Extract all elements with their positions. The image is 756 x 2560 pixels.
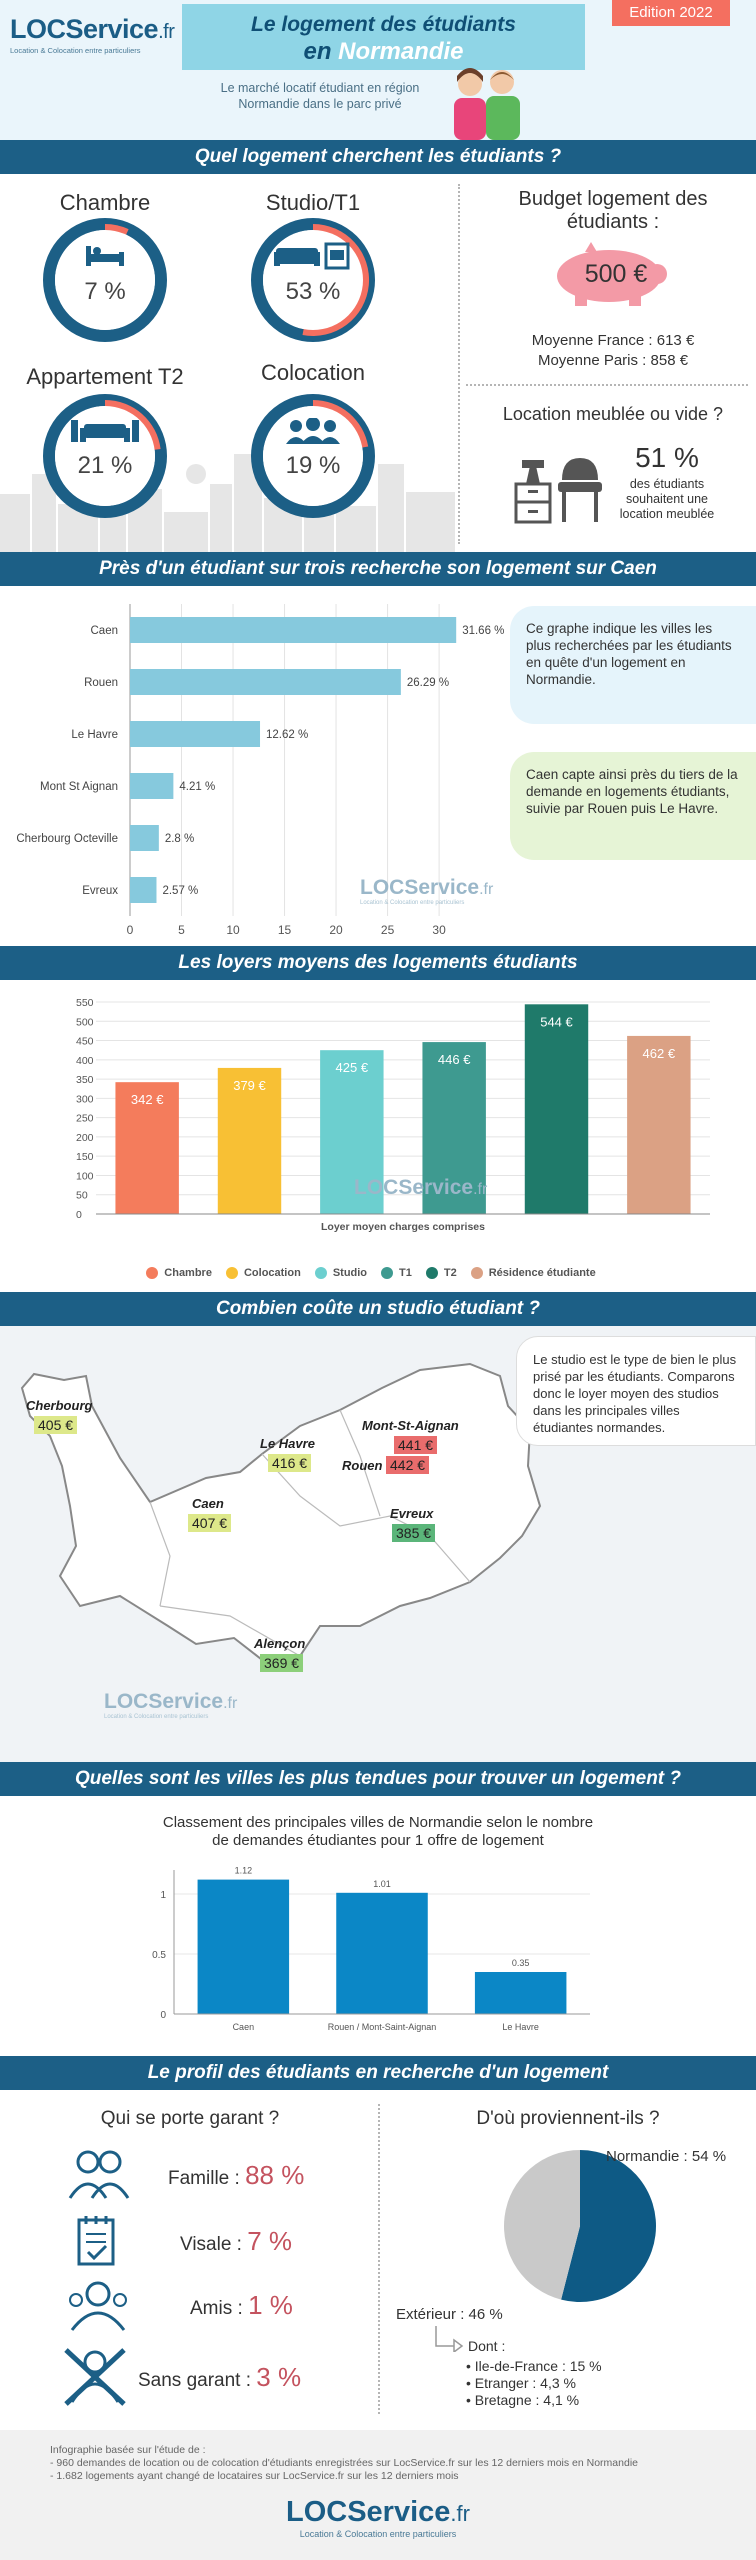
y-tick-label: 200 bbox=[76, 1131, 94, 1144]
dont-item-idf: • Ile-de-France : 15 % bbox=[466, 2358, 602, 2374]
bed-icon bbox=[84, 244, 126, 268]
rent-bar-value-colocation: 379 € bbox=[233, 1077, 266, 1093]
subtitle-line-1: Le marché locatif étudiant en région bbox=[220, 81, 420, 95]
moyenne-france: Moyenne France : 613 € bbox=[531, 332, 695, 349]
footer-note-line-3: - 1.682 logements ayant changé de locataires sur LocService.fr sur les 12 derniers mois bbox=[50, 2470, 459, 2482]
bar-le-havre bbox=[130, 721, 260, 747]
legend-swatch bbox=[426, 1267, 438, 1279]
map-watermark-tagline: Location & Colocation entre particuliers bbox=[104, 1714, 209, 1720]
legend-swatch bbox=[381, 1267, 393, 1279]
tension-bar-le-havre bbox=[475, 1972, 567, 2014]
bar-cherbourg-octeville bbox=[130, 825, 159, 851]
x-tick-label: 10 bbox=[226, 923, 240, 937]
bar-value-label-caen: 31.66 % bbox=[462, 625, 505, 637]
rent-bar-t2 bbox=[525, 1004, 588, 1214]
city-name-alencon: Alençon bbox=[254, 1636, 306, 1651]
legend-item-t1 bbox=[381, 1267, 412, 1279]
section4-body bbox=[0, 1326, 756, 1762]
garant-visale-label: Visale : bbox=[180, 2234, 248, 2255]
tension-title-line-2: de demandes étudiantes pour 1 offre de logement bbox=[212, 1832, 544, 1849]
chart-watermark bbox=[360, 876, 493, 906]
map-watermark-tld: .fr bbox=[223, 1695, 238, 1712]
rent-watermark-brand: LOCService bbox=[354, 1176, 474, 1199]
dont-connector bbox=[432, 2326, 472, 2352]
dont-item-etranger-text: Etranger : 4,3 % bbox=[474, 2375, 576, 2391]
moyenne-paris: Moyenne Paris : 858 € bbox=[537, 352, 689, 369]
category-label-caen: Caen bbox=[90, 625, 118, 637]
type-label-t2: Appartement T2 bbox=[26, 364, 184, 389]
chart-comment-bubble-2: Caen capte ainsi près du tiers de la demande en logements étudiants, suivie par Rouen puis Le Havre. bbox=[510, 752, 756, 860]
y-tick-label: 1 bbox=[160, 1890, 166, 1901]
tension-bar-rouen-mont-saint-aignan bbox=[336, 1893, 428, 2014]
students-illustration bbox=[440, 60, 540, 140]
group-icon bbox=[284, 418, 342, 446]
tension-category-rouen-mont-saint-aignan: Rouen / Mont-Saint-Aignan bbox=[327, 2022, 437, 2032]
bar-value-label-evreux: 2.57 % bbox=[162, 885, 199, 897]
y-tick-label: 0 bbox=[160, 2010, 166, 2021]
legend-swatch bbox=[471, 1267, 483, 1279]
y-tick-label: 0.5 bbox=[152, 1950, 166, 1961]
garant-sans bbox=[138, 2362, 301, 2393]
tension-bar-value-le-havre: 0.35 bbox=[511, 1958, 530, 1968]
city-value-caen: 407 € bbox=[188, 1514, 231, 1532]
footer-logo-tld: .fr bbox=[450, 2501, 470, 2526]
legend-item-studio bbox=[315, 1267, 367, 1279]
x-tick-label: 5 bbox=[178, 923, 185, 937]
map-watermark-brand: LOCService bbox=[104, 1690, 224, 1713]
city-value-rouen: 442 € bbox=[386, 1456, 429, 1474]
legend-label: Résidence étudiante bbox=[488, 1267, 596, 1279]
x-tick-label: 25 bbox=[380, 923, 395, 937]
section2-body bbox=[0, 586, 756, 946]
city-value-evreux: 385 € bbox=[392, 1524, 435, 1542]
budget-divider bbox=[466, 384, 748, 386]
tension-bar-value-caen: 1.12 bbox=[234, 1865, 253, 1876]
city-name-rouen: Rouen bbox=[342, 1458, 383, 1473]
budget-value: 500 € bbox=[584, 260, 648, 288]
section1-divider bbox=[458, 184, 460, 544]
category-label-le-havre: Le Havre bbox=[71, 729, 118, 741]
section5-body bbox=[0, 1796, 756, 2056]
garant-visale-value: 7 % bbox=[247, 2226, 293, 2256]
legend-swatch bbox=[315, 1267, 327, 1279]
legend-label: T1 bbox=[399, 1267, 412, 1279]
dont-item-bretagne: • Bretagne : 4,1 % bbox=[466, 2392, 580, 2408]
sofa-icon bbox=[274, 242, 352, 270]
city-name-caen: Caen bbox=[192, 1496, 224, 1511]
y-tick-label: 400 bbox=[76, 1054, 94, 1067]
logo-tld: .fr bbox=[158, 21, 175, 43]
origin-label-exterieur: Extérieur : 46 % bbox=[396, 2306, 503, 2323]
x-tick-label: 0 bbox=[126, 923, 134, 937]
type-label-chambre: Chambre bbox=[59, 190, 151, 215]
watermark-tagline: Location & Colocation entre particuliers bbox=[360, 900, 465, 906]
x-tick-label: 20 bbox=[329, 923, 343, 937]
garant-famille-label: Famille : bbox=[168, 2168, 246, 2189]
y-tick-label: 450 bbox=[76, 1035, 94, 1048]
x-tick-label: 30 bbox=[432, 923, 446, 937]
y-tick-label: 350 bbox=[76, 1074, 94, 1087]
section3-band: Les loyers moyens des logements étudiants bbox=[0, 946, 756, 980]
city-value-le-havre: 416 € bbox=[268, 1454, 311, 1472]
footer-note-line-2: - 960 demandes de location ou de colocation d'étudiants enregistrées sur LocService.fr sur les 12 derniers mois en Normandie bbox=[50, 2457, 638, 2469]
section6-band: Le profil des étudiants en recherche d'un logement bbox=[0, 2056, 756, 2090]
garant-sans-value: 3 % bbox=[256, 2362, 302, 2392]
category-label-rouen: Rouen bbox=[84, 677, 118, 689]
edition-badge: Edition 2022 bbox=[612, 0, 730, 26]
rent-bar-value-chambre: 342 € bbox=[130, 1092, 164, 1108]
section6-divider bbox=[378, 2104, 380, 2414]
tension-chart bbox=[0, 1854, 756, 2054]
y-tick-label: 150 bbox=[76, 1151, 94, 1164]
footer-note-line-1: Infographie basée sur l'étude de : bbox=[50, 2444, 206, 2456]
city-name-evreux: Evreux bbox=[390, 1506, 434, 1521]
tension-chart-title bbox=[0, 1814, 756, 1850]
footer-logo-brand: LOCService bbox=[286, 2496, 451, 2528]
studio-comment-bubble: Le studio est le type de bien le plus prisé par les étudiants. Comparons donc le loyer moyen des studios dans les principales villes étudiantes normandes. bbox=[516, 1336, 756, 1446]
chart-comment-bubble-1: Ce graphe indique les villes les plus recherchées par les étudiants en quête d'un logement en Normandie. bbox=[510, 606, 756, 724]
type-pct-chambre: 7 % bbox=[84, 278, 126, 305]
bar-value-label-cherbourg-octeville: 2.8 % bbox=[164, 833, 195, 845]
garant-sans-label: Sans garant : bbox=[138, 2370, 257, 2391]
y-tick-label: 100 bbox=[76, 1170, 94, 1183]
rent-bar-value-studio: 425 € bbox=[335, 1060, 369, 1076]
bar-value-label-mont-st-aignan: 4.21 % bbox=[179, 781, 216, 793]
meuble-text bbox=[612, 477, 722, 522]
logo-tagline: Location & Colocation entre particuliers bbox=[10, 46, 141, 55]
watermark-tld: .fr bbox=[479, 881, 494, 898]
budget-title-line-2: étudiants : bbox=[566, 211, 660, 233]
category-label-mont-st-aignan: Mont St Aignan bbox=[40, 781, 118, 793]
origin-title: D'où proviennent-ils ? bbox=[476, 2108, 660, 2129]
section4-band: Combien coûte un studio étudiant ? bbox=[0, 1292, 756, 1326]
x-tick-label: 15 bbox=[277, 923, 292, 937]
budget-title-line-1: Budget logement des bbox=[518, 188, 708, 210]
section1-band: Quel logement cherchent les étudiants ? bbox=[0, 140, 756, 174]
bar-value-label-rouen: 26.29 % bbox=[406, 677, 450, 689]
legend-item-chambre bbox=[146, 1267, 212, 1279]
dont-title: Dont : bbox=[468, 2338, 506, 2354]
friends-icon bbox=[66, 2280, 130, 2332]
footer-note bbox=[50, 2444, 638, 2483]
city-name-cherbourg: Cherbourg bbox=[26, 1398, 93, 1413]
rent-x-axis-label: Loyer moyen charges comprises bbox=[321, 1221, 485, 1233]
origin-label-normandie: Normandie : 54 % bbox=[606, 2148, 727, 2165]
y-tick-label: 550 bbox=[76, 997, 94, 1009]
tension-title-line-1: Classement des principales villes de Normandie selon le nombre bbox=[162, 1814, 594, 1831]
watermark-brand: LOCService bbox=[360, 876, 480, 899]
category-label-cherbourg-octeville: Cherbourg Octeville bbox=[16, 833, 118, 845]
dont-item-etranger: • Etranger : 4,3 % bbox=[466, 2375, 576, 2391]
budget-title bbox=[478, 188, 748, 234]
garant-amis bbox=[190, 2290, 293, 2321]
legend-item-residence-etudiante bbox=[471, 1267, 596, 1279]
type-pct-studio: 53 % bbox=[285, 278, 341, 305]
living-room-icon bbox=[70, 416, 140, 444]
tension-category-le-havre: Le Havre bbox=[502, 2022, 539, 2032]
type-pct-t2: 21 % bbox=[77, 452, 133, 479]
tension-bar-value-rouen-mont-saint-aignan: 1.01 bbox=[373, 1878, 391, 1889]
bar-caen bbox=[130, 617, 456, 643]
document-icon bbox=[76, 2214, 116, 2266]
title-line-1: Le logement des étudiants bbox=[251, 13, 516, 36]
title-highlight: Normandie bbox=[338, 38, 464, 65]
legend-label: Studio bbox=[332, 1267, 368, 1279]
rent-bar-value-residence-etudiante: 462 € bbox=[642, 1045, 676, 1061]
category-label-evreux: Evreux bbox=[82, 885, 118, 897]
section3-body bbox=[0, 980, 756, 1292]
subtitle-line-2: Normandie dans le parc privé bbox=[238, 97, 402, 111]
tension-bar-caen bbox=[198, 1880, 290, 2014]
logo-brand: LOCService bbox=[10, 14, 159, 44]
y-tick-label: 250 bbox=[76, 1112, 94, 1125]
meuble-pct: 51 % bbox=[635, 442, 699, 473]
bar-evreux bbox=[130, 877, 156, 903]
rent-bar-residence-etudiante bbox=[627, 1036, 690, 1214]
header-subtitle bbox=[190, 80, 450, 112]
tension-category-caen: Caen bbox=[232, 2022, 255, 2032]
y-tick-label: 50 bbox=[76, 1189, 88, 1202]
origin-pie bbox=[500, 2146, 660, 2306]
legend-swatch bbox=[226, 1267, 238, 1279]
title-line-2-pre: en bbox=[303, 38, 339, 65]
legend-label: Chambre bbox=[164, 1267, 212, 1279]
map-watermark bbox=[104, 1690, 237, 1720]
legend-label: Colocation bbox=[243, 1267, 301, 1279]
section6-body bbox=[0, 2090, 756, 2430]
meuble-text-line-3: location meublée bbox=[619, 507, 715, 521]
dont-item-bretagne-text: Bretagne : 4,1 % bbox=[474, 2392, 580, 2408]
footer-logo-tagline: Location & Colocation entre particuliers bbox=[299, 2529, 457, 2539]
rent-legend bbox=[0, 1266, 756, 1284]
garant-famille bbox=[168, 2160, 304, 2191]
section5-band: Quelles sont les villes les plus tendues pour trouver un logement ? bbox=[0, 1762, 756, 1796]
bar-rouen bbox=[130, 669, 401, 695]
city-name-mont-st-aignan: Mont-St-Aignan bbox=[362, 1418, 459, 1433]
meuble-text-line-2: souhaitent une bbox=[625, 492, 708, 506]
furniture-icon bbox=[514, 440, 604, 524]
header-logo bbox=[10, 14, 174, 55]
rent-bar-value-t2: 544 € bbox=[540, 1014, 573, 1030]
garant-visale bbox=[180, 2226, 292, 2257]
city-name-le-havre: Le Havre bbox=[260, 1436, 315, 1451]
garant-title: Qui se porte garant ? bbox=[100, 2108, 280, 2129]
y-tick-label: 300 bbox=[76, 1093, 94, 1106]
section2-band: Près d'un étudiant sur trois recherche son logement sur Caen bbox=[0, 552, 756, 586]
footer-logo bbox=[0, 2496, 756, 2539]
bar-mont-st-aignan bbox=[130, 773, 173, 799]
footer bbox=[0, 2430, 756, 2560]
rent-chart bbox=[0, 980, 756, 1260]
dont-list bbox=[466, 2358, 602, 2409]
dont-item-idf-text: Ile-de-France : 15 % bbox=[474, 2358, 602, 2374]
garant-famille-value: 88 % bbox=[245, 2160, 305, 2190]
rent-bar-value-t1: 446 € bbox=[437, 1052, 471, 1068]
section1-body bbox=[0, 174, 756, 552]
garant-amis-label: Amis : bbox=[190, 2298, 249, 2319]
type-label-colocation: Colocation bbox=[261, 360, 365, 385]
legend-item-t2 bbox=[426, 1267, 457, 1279]
y-tick-label: 500 bbox=[76, 1016, 94, 1029]
rent-watermark-tld: .fr bbox=[473, 1181, 488, 1198]
family-icon bbox=[68, 2148, 130, 2200]
garant-amis-value: 1 % bbox=[248, 2290, 293, 2320]
city-value-mont-st-aignan: 441 € bbox=[394, 1436, 437, 1454]
rent-watermark bbox=[354, 1176, 487, 1200]
legend-swatch bbox=[146, 1267, 158, 1279]
legend-label: T2 bbox=[443, 1267, 457, 1279]
meuble-title: Location meublée ou vide ? bbox=[502, 404, 724, 424]
type-label-studio: Studio/T1 bbox=[265, 190, 361, 215]
y-tick-label: 0 bbox=[76, 1209, 82, 1221]
no-guarantor-icon bbox=[62, 2346, 128, 2406]
bar-value-label-le-havre: 12.62 % bbox=[266, 729, 309, 741]
city-value-alencon: 369 € bbox=[260, 1654, 303, 1672]
type-pct-colocation: 19 % bbox=[285, 452, 341, 479]
header bbox=[0, 0, 756, 140]
legend-item-colocation bbox=[226, 1267, 301, 1279]
meuble-text-line-1: des étudiants bbox=[629, 477, 705, 491]
city-value-cherbourg: 405 € bbox=[34, 1416, 77, 1434]
